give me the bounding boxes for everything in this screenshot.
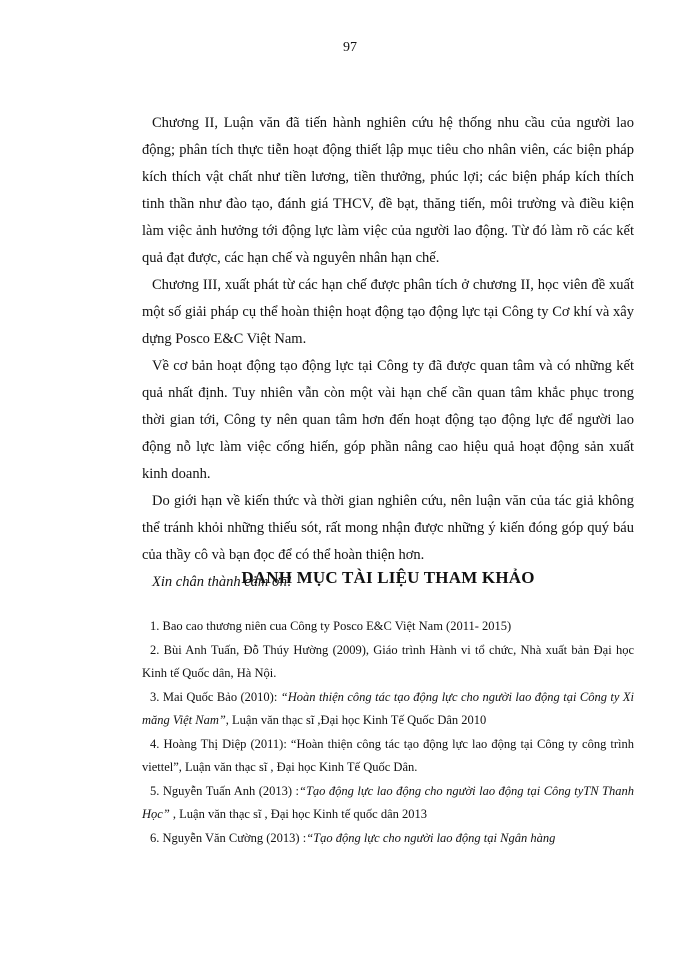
paragraph: Chương III, xuất phát từ các hạn chế được phân tích ở chương II, học viên đề xuất một số giải pháp cụ thể hoàn thiện hoạt động tạo động lực tại Công ty Cơ khí và xây dựng Posco E&C Việt Nam. xyxy=(142,277,634,347)
conclusion-text xyxy=(142,110,634,596)
reference-item: 3. Mai Quốc Bảo (2010): “Hoàn thiện công tác tạo động lực cho người lao động tại Công ty Xi măng Việt Nam”, Luận văn thạc sĩ ,Đại học Kinh Tế Quốc Dân 2010 xyxy=(142,689,635,727)
paragraph: Về cơ bản hoạt động tạo động lực tại Công ty đã được quan tâm và có những kết quả nhất định. Tuy nhiên vẫn còn một vài hạn chế cần quan tâm khắc phục trong thời gian tới, Công ty nên quan tâm hơn đến hoạt động tạo động lực để người lao động nỗ lực làm việc cống hiến, góp phần nâng cao hiệu quả hoạt động sản xuất kinh doanh. xyxy=(142,358,634,482)
page-number: 97 xyxy=(343,40,357,55)
reference-title: “Hoàn thiện công tác tạo động lực cho người lao động tại Công ty Xi măng Việt Nam” xyxy=(142,689,635,727)
paragraph: Chương II, Luận văn đã tiến hành nghiên cứu hệ thống nhu cầu của người lao động; phân tích thực tiễn hoạt động thiết lập mục tiêu cho nhân viên, các biện pháp kích thích vật chất như tiền lương, tiền thưởng, phúc lợi; các biện pháp kích thích tinh thần như đào tạo, đánh giá THCV, đề bạt, thăng tiến, môi trường và điều kiện làm việc ảnh hưởng tới động lực làm việc của người lao động. Từ đó làm rõ các kết quả đạt được, các hạn chế và nguyên nhân hạn chế. xyxy=(142,115,634,266)
reference-title: “Tạo động lực cho người lao động tại Ngân hàng xyxy=(306,830,556,845)
reference-item: 4. Hoàng Thị Diệp (2011): “Hoàn thiện công tác tạo động lực lao động tại Công ty công trình viettel”, Luận văn thạc sĩ , Đại học Kinh Tế Quốc Dân. xyxy=(142,736,635,774)
references-heading: DANH MỤC TÀI LIỆU THAM KHẢO xyxy=(241,568,535,587)
paragraph: Do giới hạn về kiến thức và thời gian nghiên cứu, nên luận văn của tác giả không thể tránh khỏi những thiếu sót, rất mong nhận được những ý kiến đóng góp quý báu của thầy cô và bạn đọc để có thể hoàn thiện hơn. xyxy=(142,493,634,563)
reference-title: “Tạo động lực lao động cho người lao động tại Công tyTN Thanh Học” xyxy=(142,783,635,821)
reference-item: 6. Nguyễn Văn Cường (2013) :“Tạo động lực cho người lao động tại Ngân hàng xyxy=(150,830,556,845)
thanks-line: Xin chân thành cảm ơn! xyxy=(152,574,292,590)
reference-item: 5. Nguyễn Tuấn Anh (2013) :“Tạo động lực lao động cho người lao động tại Công tyTN Thanh Học” , Luận văn thạc sĩ , Đại học Kinh tế quốc dân 2013 xyxy=(142,783,635,821)
reference-item: 1. Bao cao thương niên cua Công ty Posco E&C Việt Nam (2011- 2015) xyxy=(150,619,512,633)
reference-list xyxy=(142,615,634,850)
reference-item: 2. Bùi Anh Tuấn, Đỗ Thúy Hường (2009), Giáo trình Hành vi tổ chức, Nhà xuất bản Đại học Kinh tế Quốc dân, Hà Nội. xyxy=(142,642,634,680)
